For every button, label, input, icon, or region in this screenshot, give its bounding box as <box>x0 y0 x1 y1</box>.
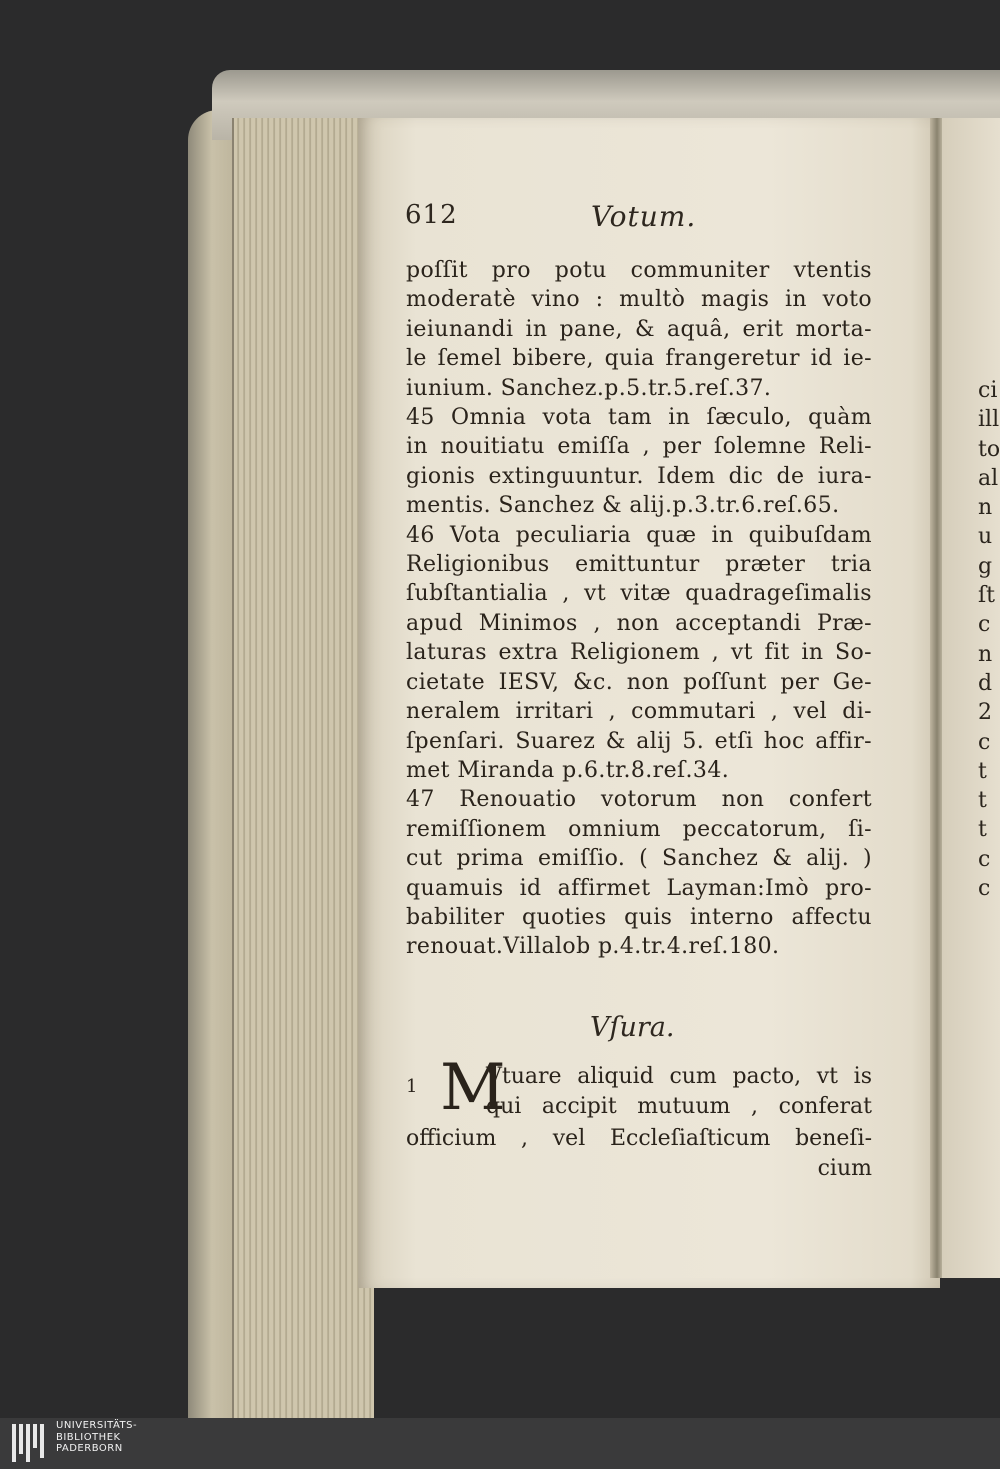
facing-page-fragment: ſt <box>978 583 995 609</box>
text-line: 45 Omnia vota tam in ſæculo, quàm <box>406 405 872 431</box>
text-line: babiliter quoties quis interno affectu <box>406 904 872 930</box>
text-line: gionis extinguuntur. Idem dic de iura- <box>406 463 872 489</box>
text-line: mentis. Sanchez & alij.p.3.tr.6.reſ.65. <box>406 493 840 519</box>
page-number: 612 <box>405 200 458 230</box>
section-body <box>406 1051 872 1184</box>
facing-page-fragment: 2 <box>978 700 992 726</box>
facing-page-fragment: t <box>978 758 987 784</box>
facing-page <box>942 118 1000 1278</box>
text-line: remiſſionem omnium peccatorum, ſi- <box>406 816 872 842</box>
text-line: renouat.Villalob p.4.tr.4.reſ.180. <box>406 934 780 960</box>
section-line: officium , vel Eccleſiaſticum beneſi- <box>406 1126 872 1151</box>
page-body-text <box>406 256 872 962</box>
text-line: moderatè vino : multò magis in voto <box>406 287 872 313</box>
text-line: le ſemel bibere, quia frangeretur id ie- <box>406 346 872 372</box>
facing-page-fragment: ci <box>978 378 998 403</box>
text-line: in nouitiatu emiſſa , per ſolemne Reli- <box>406 434 872 460</box>
facing-page-fragment: c <box>978 876 991 902</box>
section-line: qui accipit mutuum , conferat <box>486 1094 872 1119</box>
running-title: Votum. <box>591 200 697 233</box>
text-line: 47 Renouatio votorum non confert <box>406 787 872 813</box>
library-logo-icon <box>12 1424 50 1462</box>
section-line: cium <box>817 1156 872 1181</box>
facing-page-fragment: d <box>978 670 993 696</box>
text-line: ieiunandi in pane, & aquâ, erit morta- <box>406 316 872 342</box>
text-line: cietate IESV, &c. non poſſunt per Ge- <box>406 669 872 695</box>
facing-page-fragment: g <box>978 553 993 579</box>
facing-page-fragment: ill <box>978 407 1000 433</box>
facing-page-fragment: c <box>978 729 991 755</box>
page-edges <box>232 118 374 1418</box>
text-line: ſubſtantialia , vt vitæ quadrageſimalis <box>406 581 872 607</box>
text-line: poſſit pro potu communiter vtentis <box>406 258 872 283</box>
facing-page-fragment: n <box>978 495 993 521</box>
facing-page-fragment: c <box>978 846 991 872</box>
text-line: 46 Vota peculiaria quæ in quibuſdam <box>406 522 872 548</box>
facing-page-fragment: to <box>978 436 1000 462</box>
facing-page-fragment: n <box>978 641 993 667</box>
text-line: apud Minimos , non acceptandi Præ- <box>406 610 872 636</box>
facing-page-fragment: t <box>978 788 987 814</box>
facing-page-fragment: u <box>978 524 993 550</box>
section-line: Vtuare aliquid cum pacto, vt is <box>486 1064 872 1089</box>
facing-page-fragment: c <box>978 612 991 638</box>
text-line: neralem irritari , commutari , vel di- <box>406 699 872 725</box>
library-footer-bar <box>0 1418 1000 1469</box>
facing-page-fragment: al <box>978 465 999 491</box>
paragraph-number: 1 <box>406 1076 418 1097</box>
facing-page-fragment: t <box>978 817 987 843</box>
section-title: Vſura. <box>590 1012 675 1043</box>
text-line: iunium. Sanchez.p.5.tr.5.reſ.37. <box>406 375 772 401</box>
text-line: met Miranda p.6.tr.8.reſ.34. <box>406 757 730 783</box>
drop-capital: M <box>440 1051 506 1125</box>
library-logo-text: UNIVERSITÄTS- BIBLIOTHEK PADERBORN <box>56 1420 138 1454</box>
text-line: ſpenſari. Suarez & alij 5. etſi hoc affir- <box>406 728 872 754</box>
facing-page-text-fragments <box>978 376 1000 903</box>
text-line: laturas extra Religionem , vt fit in So- <box>406 640 872 666</box>
text-line: Religionibus emittuntur præter tria <box>406 552 872 578</box>
text-line: cut prima emiſſio. ( Sanchez & alij. ) <box>406 846 872 872</box>
page-header <box>405 200 875 240</box>
text-line: quamuis id affirmet Layman:Imò pro- <box>406 875 872 901</box>
